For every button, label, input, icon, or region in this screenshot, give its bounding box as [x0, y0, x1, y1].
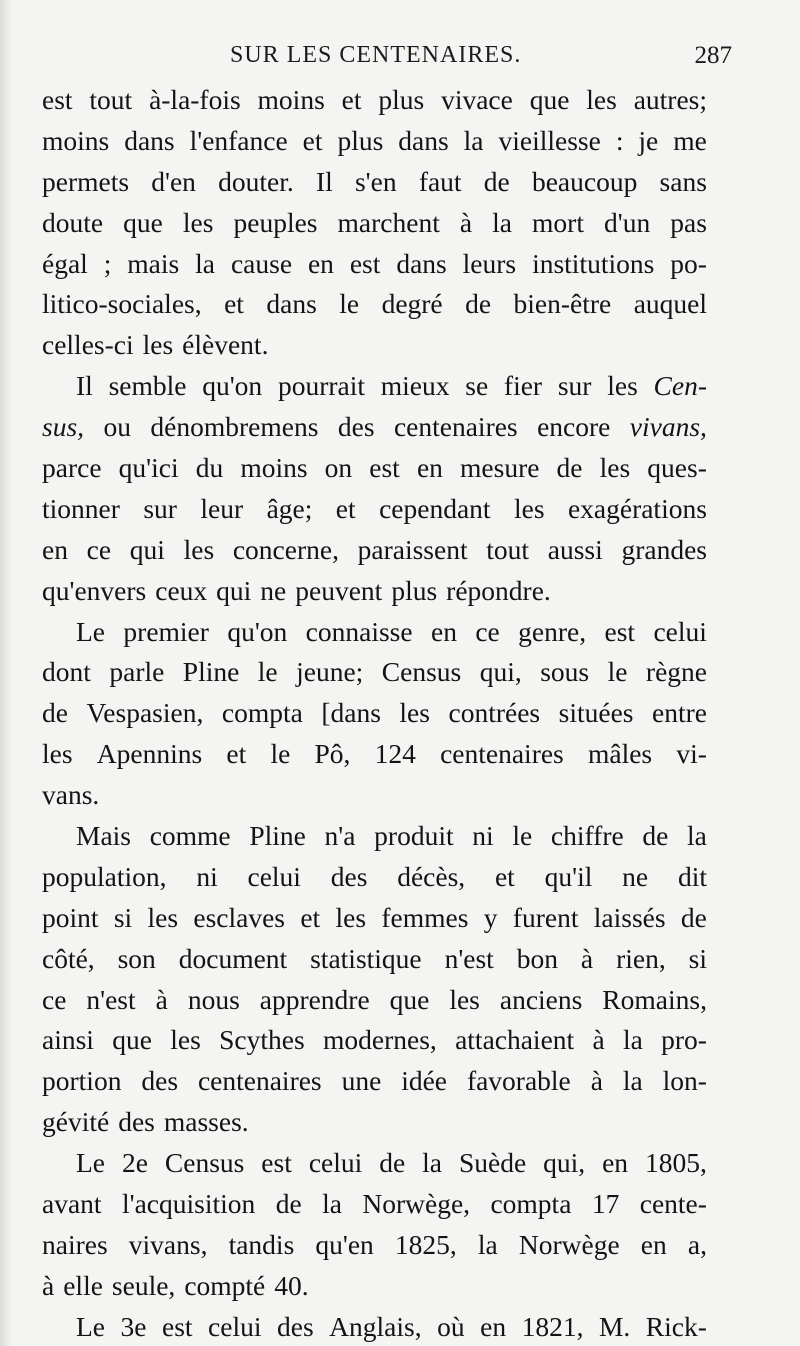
text-line: celles-ci les élèvent. [42, 329, 269, 361]
page-header [40, 38, 740, 78]
page-number: 287 [694, 42, 732, 69]
page-edge-shadow [0, 0, 12, 1346]
text-line: Mais comme Pline n'a produit ni le chiffre de la [76, 820, 707, 852]
text-line: Le 2e Census est celui de la Suède qui, en 1805, [76, 1147, 707, 1179]
text-line: les Apennins et le Pô, 124 centenaires mâles vi- [42, 738, 707, 770]
text-line: Il semble qu'on pourrait mieux se fier sur les Cen- [76, 370, 707, 402]
text-line: Le 3e est celui des Anglais, où en 1821, M. Rick- [76, 1310, 707, 1342]
text-line: à elle seule, compté 40. [42, 1269, 309, 1301]
paragraph [42, 816, 707, 1143]
running-title: SUR LES CENTENAIRES. [230, 42, 522, 68]
text-line: Le premier qu'on connaisse en ce genre, est celui [76, 615, 707, 647]
text-line: de Vespasien, compta [dans les contrées situées entre [42, 697, 707, 729]
body-text [42, 80, 707, 1346]
text-line: dont parle Pline le jeune; Census qui, sous le règne [42, 656, 707, 688]
text-line: parce qu'ici du moins on est en mesure de les ques- [42, 452, 707, 484]
text-line: gévité des masses. [42, 1106, 249, 1138]
paragraph [42, 1307, 707, 1346]
text-line: vans. [42, 779, 100, 811]
text-line: ainsi que les Scythes modernes, attachaient à la pro- [42, 1024, 707, 1056]
text-line: côté, son document statistique n'est bon à rien, si [42, 942, 707, 974]
text-line: avant l'acquisition de la Norwège, compta 17 cente- [42, 1188, 707, 1220]
paragraph [42, 80, 707, 366]
text-line: qu'envers ceux qui ne peuvent plus répondre. [42, 574, 551, 606]
text-line: doute que les peuples marchent à la mort d'un pas [42, 206, 707, 238]
text-line: population, ni celui des décès, et qu'il ne dit [42, 860, 707, 892]
text-line: naires vivans, tandis qu'en 1825, la Norwège en a, [42, 1228, 707, 1260]
paragraph [42, 366, 707, 611]
text-line: portion des centenaires une idée favorable à la lon- [42, 1065, 707, 1097]
text-line: est tout à-la-fois moins et plus vivace que les autres; [42, 84, 707, 115]
text-line: égal ; mais la cause en est dans leurs institutions po- [42, 247, 707, 279]
paragraph [42, 612, 707, 816]
text-line: sus, ou dénombremens des centenaires encore vivans, [42, 411, 707, 443]
text-line: ce n'est à nous apprendre que les anciens Romains, [42, 983, 707, 1015]
text-line: moins dans l'enfance et plus dans la vieillesse : je me [42, 124, 707, 156]
text-line: litico-sociales, et dans le degré de bien-être auquel [42, 288, 707, 320]
text-line: tionner sur leur âge; et cependant les exagérations [42, 492, 707, 524]
paragraph [42, 1143, 707, 1307]
text-line: point si les esclaves et les femmes y furent laissés de [42, 901, 707, 933]
text-line: en ce qui les concerne, paraissent tout aussi grandes [42, 533, 707, 565]
text-line: permets d'en douter. Il s'en faut de beaucoup sans [42, 165, 707, 197]
